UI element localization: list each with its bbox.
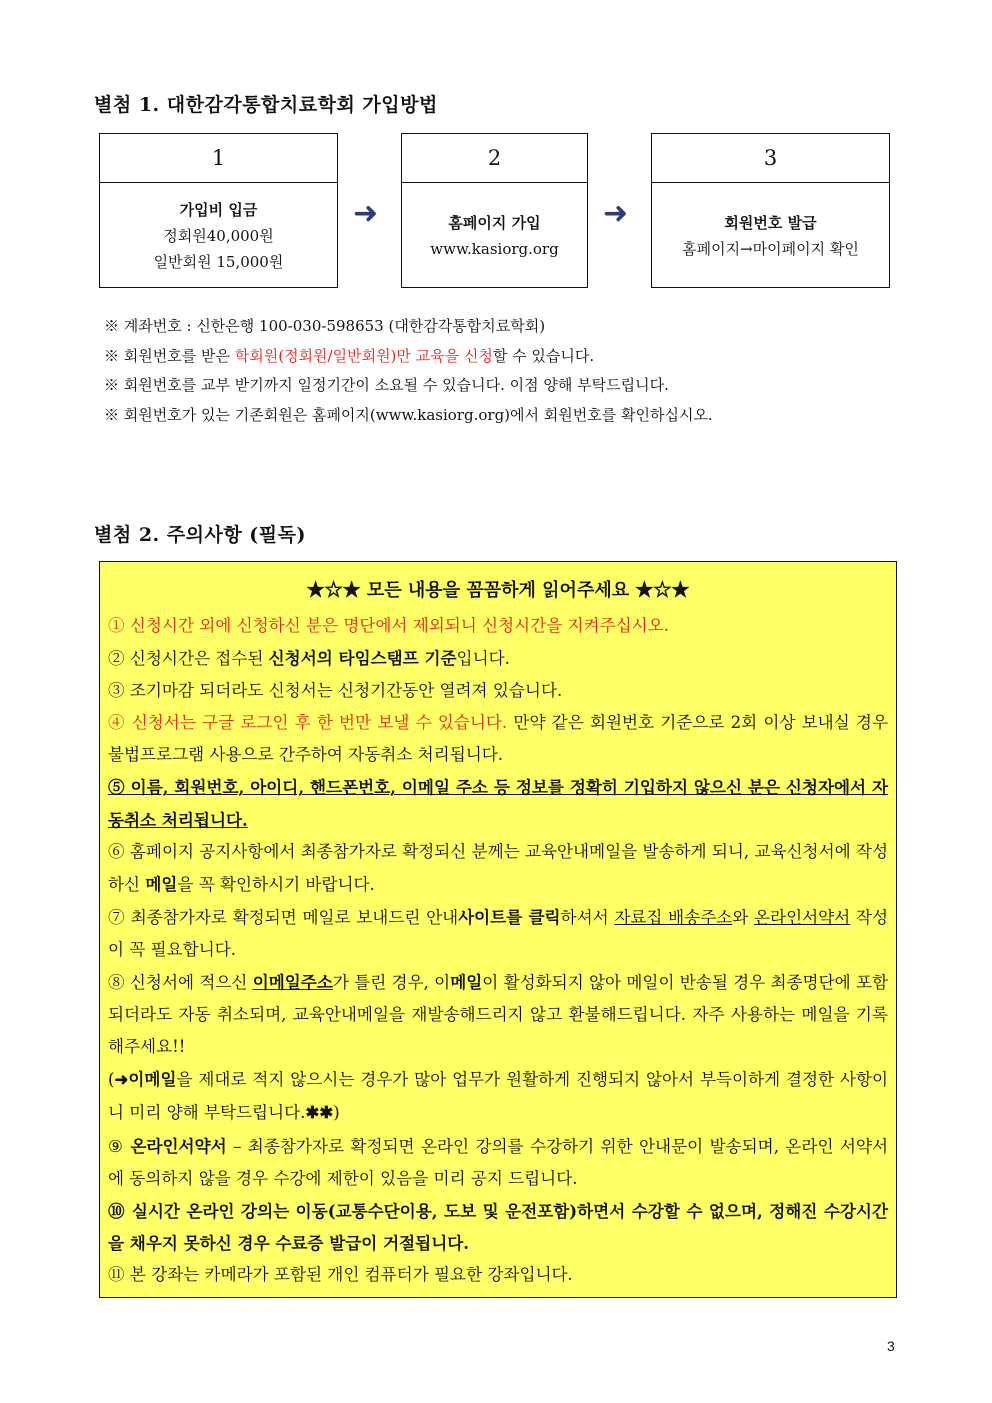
notice-item-2: ② 신청시간은 접수된 신청서의 타임스탬프 기준입니다. <box>108 648 510 669</box>
section2-title: 별첨 2. 주의사항 (필독) <box>94 524 306 546</box>
notes-list <box>104 312 713 430</box>
step-title: 회원번호 발급 <box>724 214 817 232</box>
step-number: 1 <box>100 134 337 183</box>
notice-item-8-note: (➜이메일을 제대로 적지 않으시는 경우가 많아 업무가 원활하게 진행되지 않아서 부득이하게 결정한 사항이니 미리 양해 부탁드립니다.✱✱) <box>108 1069 888 1123</box>
notice-item-8: ⑧ 신청서에 적으신 이메일주소가 틀린 경우, 이메일이 활성화되지 않아 메일이 반송될 경우 최종명단에 포함되더라도 자동 취소되며, 교육안내메일을 재발송해드리지 않고 환불해드립니다. 자주 사용하는 메일을 기록해주세요!! <box>108 972 888 1057</box>
notice-item-9: ⑨ 온라인서약서 – 최종참가자로 확정되면 온라인 강의를 수강하기 위한 안내문이 발송되며, 온라인 서약서에 동의하지 않을 경우 수강에 제한이 있음을 미리 공지 드립니다. <box>108 1135 889 1188</box>
step-3-box <box>651 133 890 288</box>
arrow-icon: ➜ <box>353 196 379 231</box>
step-number: 2 <box>402 134 587 183</box>
step-number: 3 <box>652 134 889 183</box>
notice-item-11: ⑪ 본 강좌는 카메라가 포함된 개인 컴퓨터가 필요한 강좌입니다. <box>108 1264 573 1284</box>
page-number: 3 <box>887 1338 895 1354</box>
notice-item-4: ④ 신청서는 구글 로그인 후 한 번만 보낼 수 있습니다. 만약 같은 회원번호 기준으로 2회 이상 보내실 경우 불법프로그램 사용으로 간주하여 자동취소 처리됩니다. <box>108 713 888 765</box>
step-2-box <box>401 133 588 288</box>
notice-item-7: ⑦ 최종참가자로 확정되면 메일로 보내드린 안내사이트를 클릭하셔서 자료집 배송주소와 온라인서약서 작성이 꼭 필요합니다. <box>108 906 888 959</box>
note-issue-time: ※ 회원번호를 교부 받기까지 일정기간이 소요될 수 있습니다. 이점 양해 부탁드립니다. <box>104 376 669 394</box>
step-1-box <box>99 133 338 288</box>
notice-item-10: ⑩ 실시간 온라인 강의는 이동(교통수단이용, 도보 및 운전포함)하면서 수강할 수 없으며, 정해진 수강시간을 채우지 못하신 경우 수료증 발급이 거절됩니다. <box>108 1200 888 1253</box>
step-line: 정회원40,000원 <box>163 227 274 245</box>
note-member-only: ※ 회원번호를 받은 학회원(정회원/일반회원)만 교육을 신청할 수 있습니다. <box>104 346 595 365</box>
notice-item-1: ① 신청시간 외에 신청하신 분은 명단에서 제외되니 신청시간을 지켜주십시오. <box>108 616 669 635</box>
note-existing-member: ※ 회원번호가 있는 기존회원은 홈페이지(www.kasiorg.org)에서 회원번호를 확인하십시오. <box>104 405 713 424</box>
notice-box <box>99 561 897 1298</box>
notice-item-5: ⑤ 이름, 회원번호, 아이디, 핸드폰번호, 이메일 주소 등 정보를 정확히 기입하지 않으신 분은 신청자에서 자동취소 처리됩니다. <box>108 777 888 830</box>
arrow-icon: ➜ <box>603 196 629 231</box>
notice-item-6: ⑥ 홈페이지 공지사항에서 최종참가자로 확정되신 분께는 교육안내메일을 발송하게 되니, 교육신청서에 작성하신 메일을 꼭 확인하시기 바랍니다. <box>108 841 888 894</box>
step-line: www.kasiorg.org <box>430 240 559 258</box>
step-line: 홈페이지→마이페이지 확인 <box>682 240 859 258</box>
note-account: ※ 계좌번호 : 신한은행 100-030-598653 (대한감각통합치료학회) <box>104 317 546 335</box>
section1-title: 별첨 1. 대한감각통합치료학회 가입방법 <box>94 94 438 116</box>
step-title: 홈페이지 가입 <box>448 214 541 232</box>
step-title: 가입비 입금 <box>179 201 258 219</box>
step-line: 일반회원 15,000원 <box>153 253 284 271</box>
notice-item-3: ③ 조기마감 되더라도 신청서는 신청기간동안 열려져 있습니다. <box>108 681 563 701</box>
notice-title: ★☆★ 모든 내용을 꼼꼼하게 읽어주세요 ★☆★ <box>306 580 690 601</box>
